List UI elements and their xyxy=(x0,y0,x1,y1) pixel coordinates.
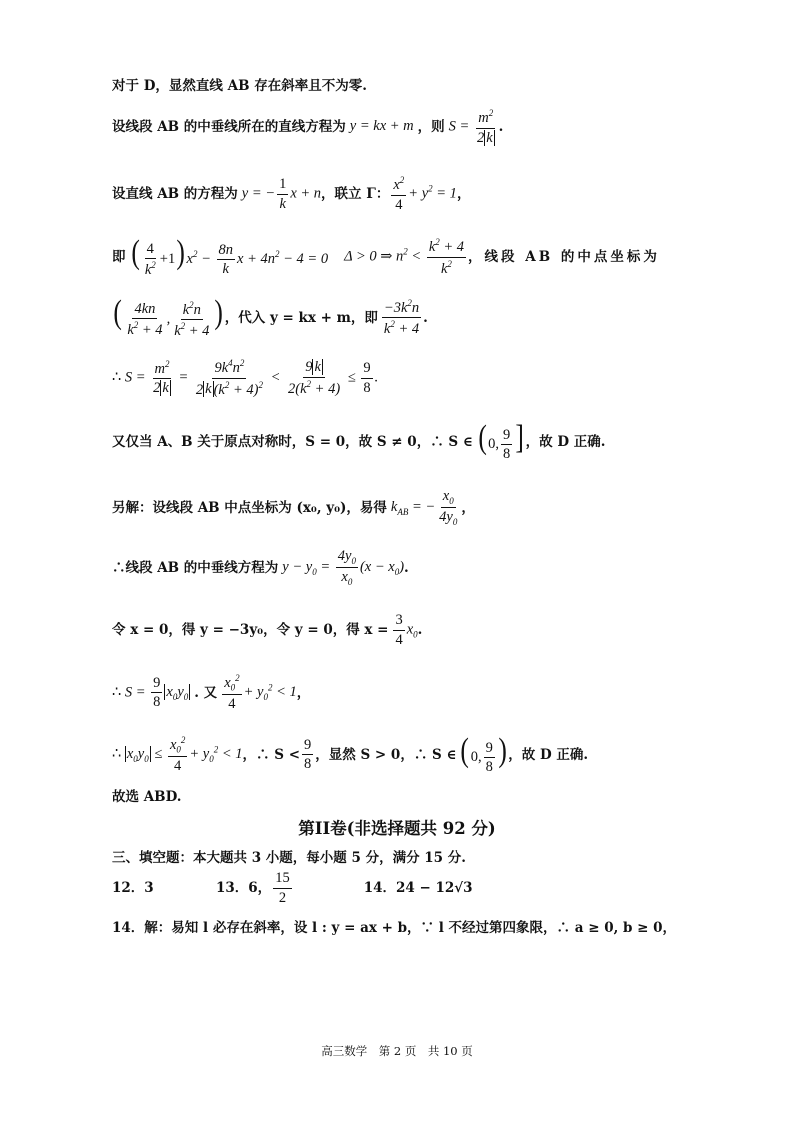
line-10 xyxy=(112,612,422,648)
text-intercepts: 令 x = 0，得 y = −3y₀，令 y = 0，得 x = xyxy=(112,622,389,639)
text-answer-abd: 故选 ABD. xyxy=(112,789,182,805)
page-footer: 高三数学 第 2 页 共 10 页 xyxy=(321,1044,473,1058)
eq-bisector-line: $y - y_0$ = $\frac{4y_0}{x_0}$ $(x - x_0)$ xyxy=(282,548,405,588)
comma: ， xyxy=(456,185,471,202)
text-bisector-eq: ∴线段 AB 的中垂线方程为 xyxy=(112,559,279,576)
line-7 xyxy=(112,421,605,463)
eq-discriminant: Δ > 0 ⇒ $n^2$ < $\frac{k^2 + 4}{k^2}$ xyxy=(344,237,465,277)
line-4 xyxy=(112,236,660,279)
text-then: ，则 xyxy=(417,118,445,135)
text-line-7: 又仅当 A、B 关于原点对称时，S = 0，故 S ≠ 0，∴ S ∈ xyxy=(112,433,473,450)
comma: ， xyxy=(461,499,475,516)
text-s-less: ，∴ S < xyxy=(242,746,301,763)
text-s-positive: ，显然 S > 0，∴ S ∈ xyxy=(315,746,457,763)
eq-answer-13-frac: $\frac{15}{2}$ xyxy=(275,870,290,906)
line-5 xyxy=(112,296,428,340)
line-13 xyxy=(112,789,182,805)
eq-am-gm: ∴ $x_0y_0$ ≤ $\frac{x_0^2}{4}$ + $y_0^2 < 1$ xyxy=(112,735,243,775)
text-you: . 又 xyxy=(194,684,218,701)
period: . xyxy=(417,622,423,639)
section-title: 第II卷(非选择题共 92 分) xyxy=(298,819,496,838)
eq-slope: $k_{AB}$ = − $\frac{x_0}{4y_0}$ xyxy=(390,488,458,528)
line-1 xyxy=(112,78,367,94)
eq-interval-2: (0, $\frac{9}{8}$ ) xyxy=(460,732,507,776)
text-line-1: 对于 D，显然直线 AB 存在斜率且不为零. xyxy=(112,78,367,94)
period: . xyxy=(404,559,409,576)
answer-14: 14．24 − 12√3 xyxy=(363,880,473,897)
answer-12: 12．3 xyxy=(112,880,154,897)
eq-s-bound: ∴ S = $\frac{m^2}{2 k}$ = $\frac{9k^4n^2}{2 k (k^2 + 4)^2}$ < $\frac{9 k}{2(k^2 + 4)}$ ≤ $\frac{9}{8}$ . xyxy=(112,358,379,398)
text-conclusion-2: ，故 D 正确. xyxy=(508,746,589,763)
line-16 xyxy=(112,870,473,906)
eq-interval: (0, $\frac{9}{8}$ ] xyxy=(478,419,525,463)
period: . xyxy=(498,118,504,135)
line-17 xyxy=(112,920,676,936)
text-join: ，联立 Γ： xyxy=(321,185,390,202)
eq-s-alt: ∴ S = $\frac{9}{8}$ $x_0y_0$ xyxy=(112,674,189,711)
period: . xyxy=(423,309,428,326)
eq-x-intercept: $\frac{3}{4}$ $x_0$ xyxy=(395,612,418,648)
text-fill-blank-heading: 三、填空题：本大题共 3 小题，每小题 5 分，满分 15 分. xyxy=(112,850,466,866)
eq-midpoint: ( $\frac{4kn}{k^2 + 4}$ , $\frac{k^2n}{k^2 + 4}$ ) xyxy=(113,294,224,339)
eq-nine-eighths: $\frac{9}{8}$ xyxy=(304,736,312,773)
line-9 xyxy=(112,548,409,587)
line-2 xyxy=(112,108,503,146)
line-6 xyxy=(112,358,378,398)
line-3 xyxy=(112,175,470,213)
text-midpoint: ，线段 AB 的中点坐标为 xyxy=(468,249,660,266)
line-15 xyxy=(112,850,466,866)
eq-ab-line: y = − $\frac{1}{k}$ x + n xyxy=(241,175,322,212)
text-conclusion: ，故 D 正确. xyxy=(525,433,606,450)
eq-ellipse: $\frac{x^2}{4}$ + $y^2 = 1$ xyxy=(393,175,457,213)
answer-13: 13．6， xyxy=(216,880,272,897)
line-11 xyxy=(112,673,310,713)
eq-ellipse-ineq: $\frac{x_0^2}{4}$ + $y_0^2 < 1$ xyxy=(224,673,297,713)
line-12 xyxy=(112,734,588,776)
text-substitute: ，代入 y = kx + m，即 xyxy=(224,309,378,326)
comma: ， xyxy=(296,684,311,701)
eq-m: $\frac{-3k^2n}{k^2 + 4}$ xyxy=(383,297,420,338)
text-alt-solution: 另解：设线段 AB 中点坐标为 (x₀, y₀)，易得 xyxy=(112,499,387,516)
eq-bisector: y = kx + m xyxy=(349,118,414,135)
line-8 xyxy=(112,488,475,527)
text-line-2: 设线段 AB 的中垂线所在的直线方程为 xyxy=(112,118,346,135)
eq-quadratic: ( $\frac{4}{k^2}$ $+1)x^2$ − $\frac{8n}{k}$ $x + 4n^2 - 4 = 0$ xyxy=(130,234,329,279)
text-ji: 即 xyxy=(112,249,126,266)
text-line-3: 设直线 AB 的方程为 xyxy=(112,185,238,202)
text-solution-14: 14．解：易知 l 必存在斜率，设 l : y = ax + b，∵ l 不经过第四象限，∴ a ≥ 0, b ≥ 0， xyxy=(112,920,677,936)
eq-s: S = $\frac{m^2}{2 k}$ xyxy=(448,108,494,146)
